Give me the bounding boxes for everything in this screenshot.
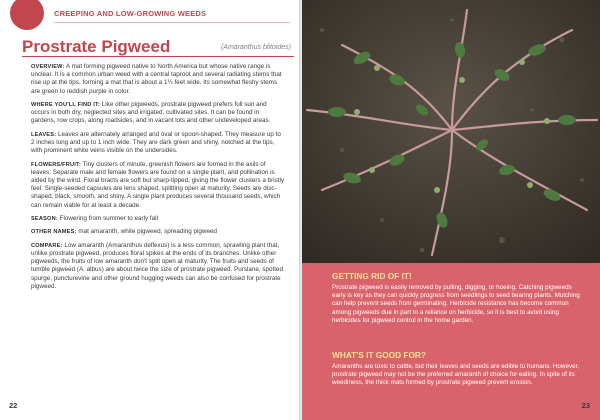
section-label: FLOWERS/FRUIT:: [31, 161, 82, 168]
getting-rid-paragraph: Prostrate pigweed is easily removed by pulling, digging, or hoeing. Catching pigweeds early is key as they can quickly progress from seedlings to seed bearing plants. Mulching can help prevent seeds from germinating. Herbicide resistance has become common among pigweeds due in part to a reliance on herbicide, so it is best to avoid using herbicides for pigweed control in the home garden.: [332, 284, 580, 324]
scientific-name: (Amaranthus blitoides): [220, 44, 291, 51]
section-season: [31, 215, 285, 223]
section-header: [0, 0, 299, 30]
section-leaves: [31, 131, 285, 156]
good-for-text: [332, 363, 586, 388]
section-text: mat amaranth, white pigweed, spreading pigweed: [78, 228, 217, 236]
section-text: Leaves are alternately arranged and oval or spoon-shaped. They measure up to 2 inches long and up to 1 inch wide. They are dark green and shiny, notched at the tips, with prominent white veins visible on the undersides.: [31, 130, 281, 155]
good-for-heading: WHAT'S IT GOOD FOR?: [332, 350, 426, 360]
section-label: OTHER NAMES:: [31, 229, 77, 236]
right-page: [302, 0, 600, 420]
plant-title: Prostrate Pigweed: [22, 37, 171, 56]
plant-photo-illustration: [302, 0, 600, 263]
good-for-paragraph: Amaranths are toxic to cattle, but their leaves and seeds are edible to humans. However, prostrate pigweed may not be the preferred amaranth of choice for eating. In spite of its weediness, the thick mats formed by prostrate pigweed prevent erosion.: [332, 363, 580, 387]
getting-rid-heading: GETTING RID OF IT!: [332, 271, 412, 281]
section-text: Like other pigweeds, prostrate pigweed prefers full sun and occurs in both dry, neglected sites and irrigated, cultivated sites. It can be found in gardens, row crops, along roadsides, and in vacant lots and other undeveloped areas.: [31, 101, 271, 125]
section-flowers-fruit: [31, 161, 285, 210]
section-other-names: [31, 228, 285, 236]
section-label: OVERVIEW:: [31, 64, 65, 70]
left-page: [0, 0, 299, 420]
page-number-left: 22: [9, 401, 18, 410]
plant-description: [31, 63, 285, 296]
section-compare: [31, 242, 285, 291]
section-label: LEAVES:: [31, 131, 57, 138]
section-title: CREEPING AND LOW-GROWING WEEDS: [54, 9, 207, 18]
section-habitat: [31, 101, 285, 126]
section-text: A mat forming pigweed native to North America but whose native range is unclear. It is a common urban weed with a central taproot and several radiating stems that rise up at the tips, forming a mat that is about a 1½ feet wide. Its somewhat fleshy stems are green to reddish purple in color.: [31, 63, 282, 95]
section-logo-icon: [10, 0, 44, 30]
section-label: WHERE YOU'LL FIND IT:: [31, 102, 101, 108]
section-label: COMPARE:: [31, 242, 63, 249]
section-overview: [31, 63, 285, 96]
page-number-right: 23: [581, 401, 590, 410]
getting-rid-text: [332, 284, 586, 325]
section-text: Flowering from summer to early fall: [59, 215, 158, 222]
section-text: Low amaranth (Amaranthus deflexus) is a less common, sprawling plant that, unlike prostrate pigweed, produces floral spikes at the ends of its branches. Unlike other pigweeds, the fruits of low amaranth don't split open at maturity. The fruits and seeds of tumble pigweed (A. albus) are about twice the size of prostrate pigweed. Purslane, spotted spurge, puncturevine and other ground hugging weeds can also be confused for prostrate pigweed.: [31, 241, 284, 290]
title-rule: [22, 56, 294, 57]
plant-photo: [302, 0, 600, 263]
section-text: Tiny clusters of minute, greenish flowers are formed in the axils of leaves. Separate male and female flowers are found on a single plant, and pollination is aided by the wind. Floral bracts are soft but sharp-tipped, giving the flower clusters a bristly feel. Single-seeded capsules are lens shaped, splitting open at maturity. Seeds are disc-shaped, black, smooth, and shiny. A single plant produces several thousand seeds, which can remain viable for at least a decade.: [31, 160, 285, 209]
info-box: [302, 263, 600, 420]
section-label: SEASON:: [31, 216, 58, 222]
header-rule: [54, 22, 290, 23]
